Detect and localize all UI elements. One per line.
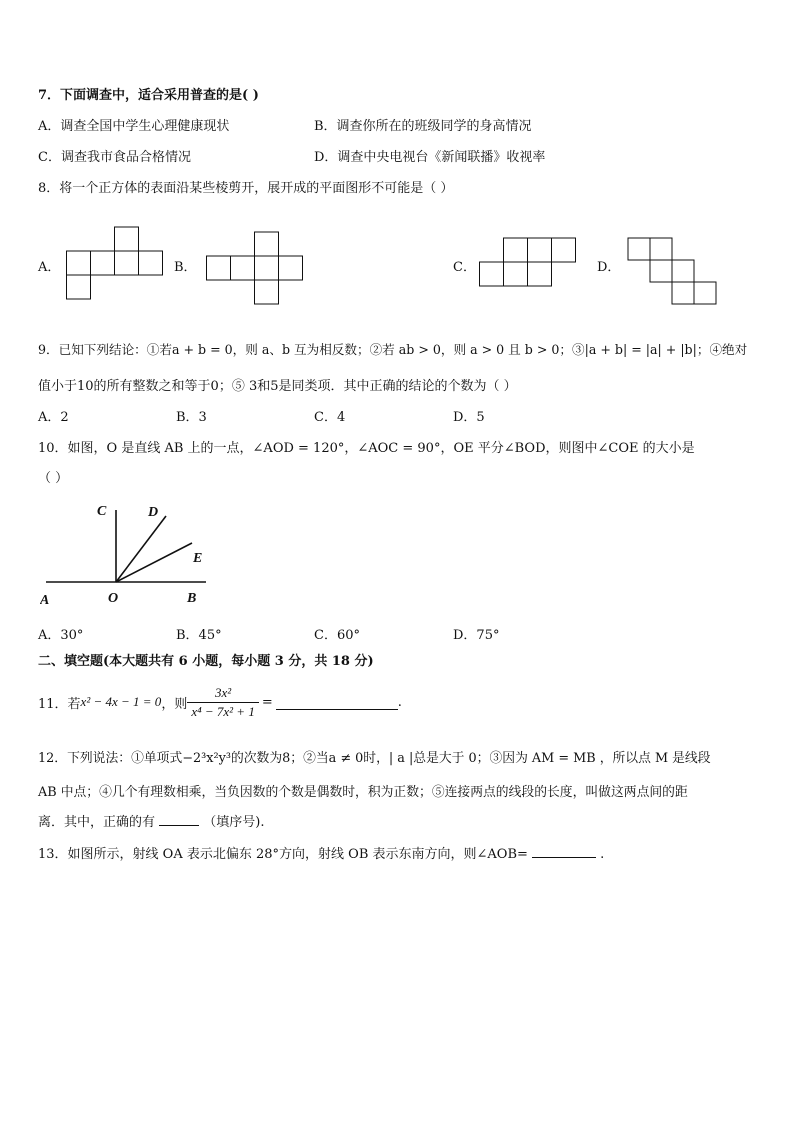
q9-option-a: A．2: [38, 410, 69, 425]
section-2-heading: 二、填空题(本大题共有 6 小题，每小题 3 分，共 18 分): [38, 654, 374, 669]
q8-net-a: [66, 226, 166, 300]
q10-option-d: D．75°: [453, 628, 500, 643]
q11-prefix: 11．若: [38, 696, 81, 712]
q7-stem: 7．下面调查中，适合采用普查的是( ): [38, 88, 259, 103]
q10-line1: 10．如图，O 是直线 AB 上的一点，∠AOD = 120°，∠AOC = 90°，OE 平分∠BOD，则图中∠COE 的大小是: [38, 441, 695, 456]
q11-equation: x² − 4x − 1 = 0: [80, 694, 162, 709]
q9-option-c: C．4: [314, 410, 346, 425]
q9-line1: 9．已知下列结论：①若a + b = 0，则 a、b 互为相反数；②若 ab > 0，则 a > 0 且 b > 0；③|a + b| = |a| + |b|；④绝对: [38, 342, 748, 357]
figure-label-b: B: [187, 591, 197, 606]
q10-option-a: A．30°: [38, 628, 84, 643]
q11-fraction: [187, 685, 259, 720]
q11-numerator: 3x²: [187, 685, 259, 703]
q8-stem: 8．将一个正方体的表面沿某些棱剪开，展开成的平面图形不可能是（ ）: [38, 181, 454, 196]
q11-denominator: x⁴ − 7x² + 1: [191, 703, 255, 719]
q12-line3: [38, 811, 265, 830]
q13-end: .: [600, 847, 605, 862]
q10-option-b: B．45°: [176, 628, 222, 643]
q9-option-d: D．5: [453, 410, 485, 425]
q11-end: .: [397, 694, 402, 710]
q11: [38, 680, 402, 724]
q12-line3-text: 离．其中，正确的有: [38, 815, 156, 830]
q9-line2: 值小于10的所有整数之和等于0；⑤ 3和5是同类项．其中正确的结论的个数为（ ）: [38, 379, 517, 394]
q8-label-d: D．: [597, 260, 621, 275]
q13: [38, 843, 604, 862]
q8-label-a: A．: [38, 260, 61, 275]
q7-option-d: D．调查中央电视台《新闻联播》收视率: [314, 150, 546, 165]
q8-label-c: C．: [453, 260, 476, 275]
q7-option-c: C．调查我市食品合格情况: [38, 150, 191, 165]
q8-net-b: [206, 231, 306, 305]
figure-label-e: E: [193, 551, 203, 566]
q7-option-b: B．调查你所在的班级同学的身高情况: [314, 119, 532, 134]
q13-answer-blank[interactable]: [532, 845, 596, 858]
q10-angle-figure: [40, 496, 210, 612]
q8-label-b: B．: [174, 260, 197, 275]
figure-label-o: O: [108, 591, 119, 606]
q8-net-c: [479, 237, 579, 287]
figure-label-d: D: [148, 505, 159, 520]
figure-label-a: A: [40, 593, 50, 608]
figure-label-c: C: [97, 504, 107, 519]
q8-net-d: [627, 237, 721, 307]
q10-line2: （ ）: [38, 471, 69, 486]
q12-line1: 12．下列说法：①单项式−2³x²y³的次数为8；②当a ≠ 0时，| a |总是大于 0；③因为 AM = MB ，所以点 M 是线段: [38, 751, 711, 766]
q12-answer-blank[interactable]: [159, 813, 199, 826]
q11-equals: =: [261, 694, 273, 710]
q7-option-a: A．调查全国中学生心理健康现状: [38, 119, 230, 134]
q11-mid: ，则: [161, 696, 188, 712]
q12-line2: AB 中点；④几个有理数相乘，当负因数的个数是偶数时，积为正数；⑤连接两点的线段的长度，叫做这两点间的距: [38, 785, 688, 800]
q10-option-c: C．60°: [314, 628, 360, 643]
q13-text: 13．如图所示，射线 OA 表示北偏东 28°方向，射线 OB 表示东南方向，则∠AOB=: [38, 847, 528, 862]
q12-line3-end: （填序号).: [203, 815, 265, 830]
q9-option-b: B．3: [176, 410, 207, 425]
q11-answer-blank[interactable]: [276, 695, 398, 710]
